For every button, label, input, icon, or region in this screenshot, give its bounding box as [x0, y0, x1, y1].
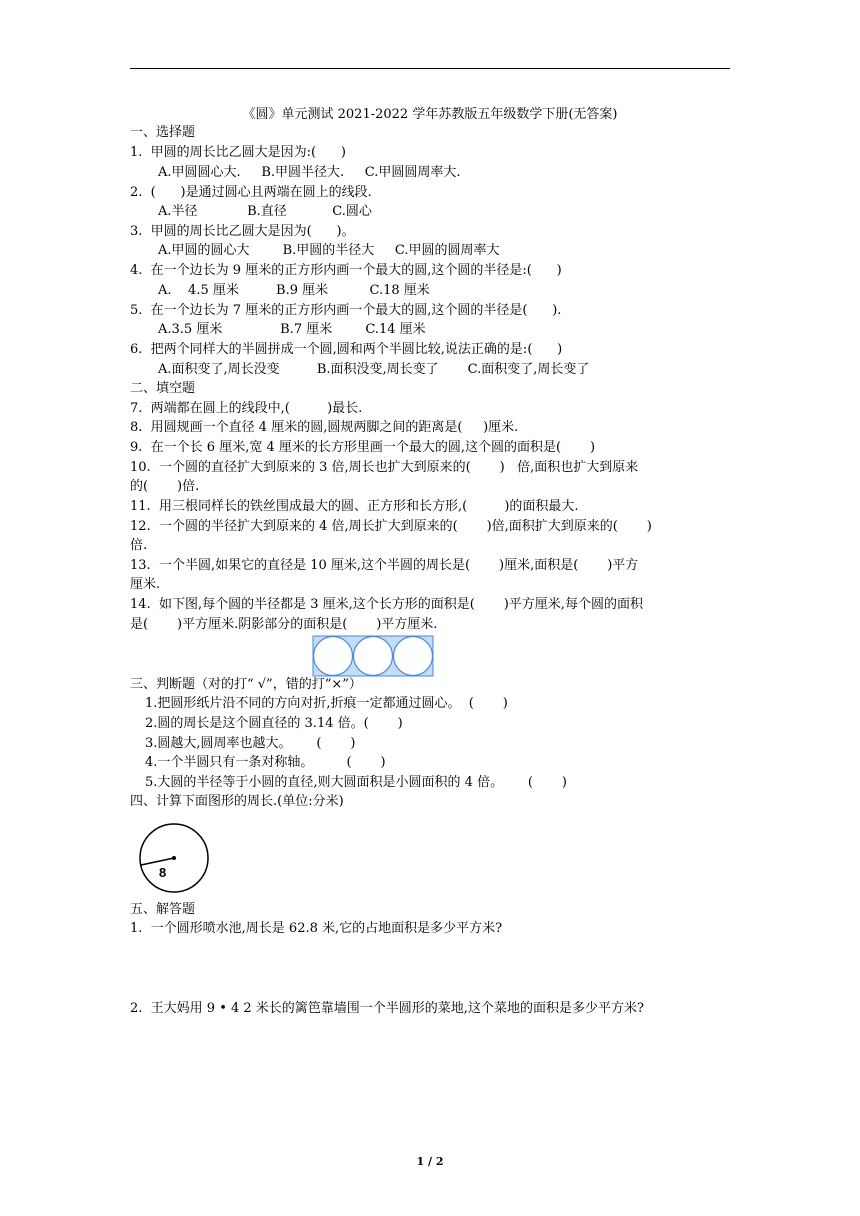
question-14: 14. 如下图,每个圆的半径都是 3 厘米,这个长方形的面积是( )平方厘米,每个圆的面积 — [130, 597, 643, 612]
solve-question-2: 2. 王大妈用 9 • 4 2 米长的篱笆靠墙围一个半圆形的菜地,这个菜地的面积是多少平方米? — [130, 1001, 644, 1016]
question-13: 13. 一个半圆,如果它的直径是 10 厘米,这个半圆的周长是( )厘米,面积是( )平方 — [130, 558, 639, 573]
question-9: 9. 在一个长 6 厘米,宽 4 厘米的长方形里画一个最大的圆,这个圆的面积是( ) — [130, 440, 596, 455]
question-7: 7. 两端都在圆上的线段中,( )最长. — [130, 401, 363, 416]
center-dot — [172, 856, 176, 860]
question-4-options: A. 4.5 厘米 B.9 厘米 C.18 厘米 — [158, 283, 430, 298]
question-5-options: A.3.5 厘米 B.7 厘米 C.14 厘米 — [158, 322, 426, 337]
section-heading-calc: 四、计算下面图形的周长.(单位:分米) — [130, 794, 344, 809]
radius-label: 8 — [159, 865, 167, 880]
question-10-cont: 的( )倍. — [130, 479, 200, 494]
question-2: 2. ( )是通过圆心且两端在圆上的线段. — [130, 185, 372, 200]
header-rule — [130, 68, 730, 69]
judge-2: 2.圆的周长是这个圆直径的 3.14 倍。( ) — [145, 716, 403, 731]
section-heading-fill: 二、填空题 — [130, 381, 196, 396]
circle-2 — [354, 637, 393, 676]
question-1: 1. 甲圆的周长比乙圆大是因为:( ) — [130, 145, 346, 160]
question-3-options: A.甲圆的圆心大 B.甲圆的半径大 C.甲圆的圆周率大 — [158, 243, 500, 258]
section-heading-solve: 五、解答题 — [130, 902, 196, 917]
question-5: 5. 在一个边长为 7 厘米的正方形内画一个最大的圆,这个圆的半径是( ). — [130, 303, 562, 318]
judge-4: 4.一个半圆只有一条对称轴。 ( ) — [145, 755, 386, 770]
circle-3 — [394, 637, 433, 676]
document-title: 《圆》单元测试 2021-2022 学年苏教版五年级数学下册(无答案) — [242, 107, 618, 122]
question-12-cont: 倍. — [130, 538, 148, 553]
page-number: 1 / 2 — [416, 1155, 444, 1168]
section-heading-choice: 一、选择题 — [130, 125, 196, 140]
circle-radius-figure — [134, 818, 214, 898]
solve-question-1: 1. 一个圆形喷水池,周长是 62.8 米,它的占地面积是多少平方米? — [130, 921, 503, 936]
question-6-options: A.面积变了,周长没变 B.面积没变,周长变了 C.面积变了,周长变了 — [158, 362, 590, 377]
circle-1 — [314, 637, 353, 676]
question-2-options: A.半径 B.直径 C.圆心 — [158, 204, 372, 219]
question-14-cont: 是( )平方厘米.阴影部分的面积是( )平方厘米. — [130, 617, 438, 632]
question-11: 11. 用三根同样长的铁丝围成最大的圆、正方形和长方形,( )的面积最大. — [130, 499, 579, 514]
question-10: 10. 一个圆的直径扩大到原来的 3 倍,周长也扩大到原来的( ) 倍,面积也扩大到原来 — [130, 460, 639, 475]
three-circles-figure — [312, 635, 436, 677]
question-4: 4. 在一个边长为 9 厘米的正方形内画一个最大的圆,这个圆的半径是:( ) — [130, 263, 562, 278]
question-1-options: A.甲圆圆心大. B.甲圆半径大. C.甲圆圆周率大. — [158, 165, 461, 180]
judge-5: 5.大圆的半径等于小圆的直径,则大圆面积是小圆面积的 4 倍。 ( ) — [145, 775, 567, 790]
judge-1: 1.把圆形纸片沿不同的方向对折,折痕一定都通过圆心。 ( ) — [145, 696, 508, 711]
question-8: 8. 用圆规画一个直径 4 厘米的圆,圆规两脚之间的距离是( )厘米. — [130, 420, 519, 435]
question-12: 12. 一个圆的半径扩大到原来的 4 倍,周长扩大到原来的( )倍,面积扩大到原来的( ) — [130, 519, 652, 534]
judge-3: 3.圆越大,圆周率也越大。 ( ) — [145, 736, 356, 751]
question-3: 3. 甲圆的周长比乙圆大是因为( )。 — [130, 224, 355, 239]
section-heading-judge: 三、判断题（对的打“ √”，错的打“×”） — [130, 677, 362, 692]
question-6: 6. 把两个同样大的半圆拼成一个圆,圆和两个半圆比较,说法正确的是:( ) — [130, 342, 563, 357]
question-13-cont: 厘米. — [130, 577, 161, 592]
